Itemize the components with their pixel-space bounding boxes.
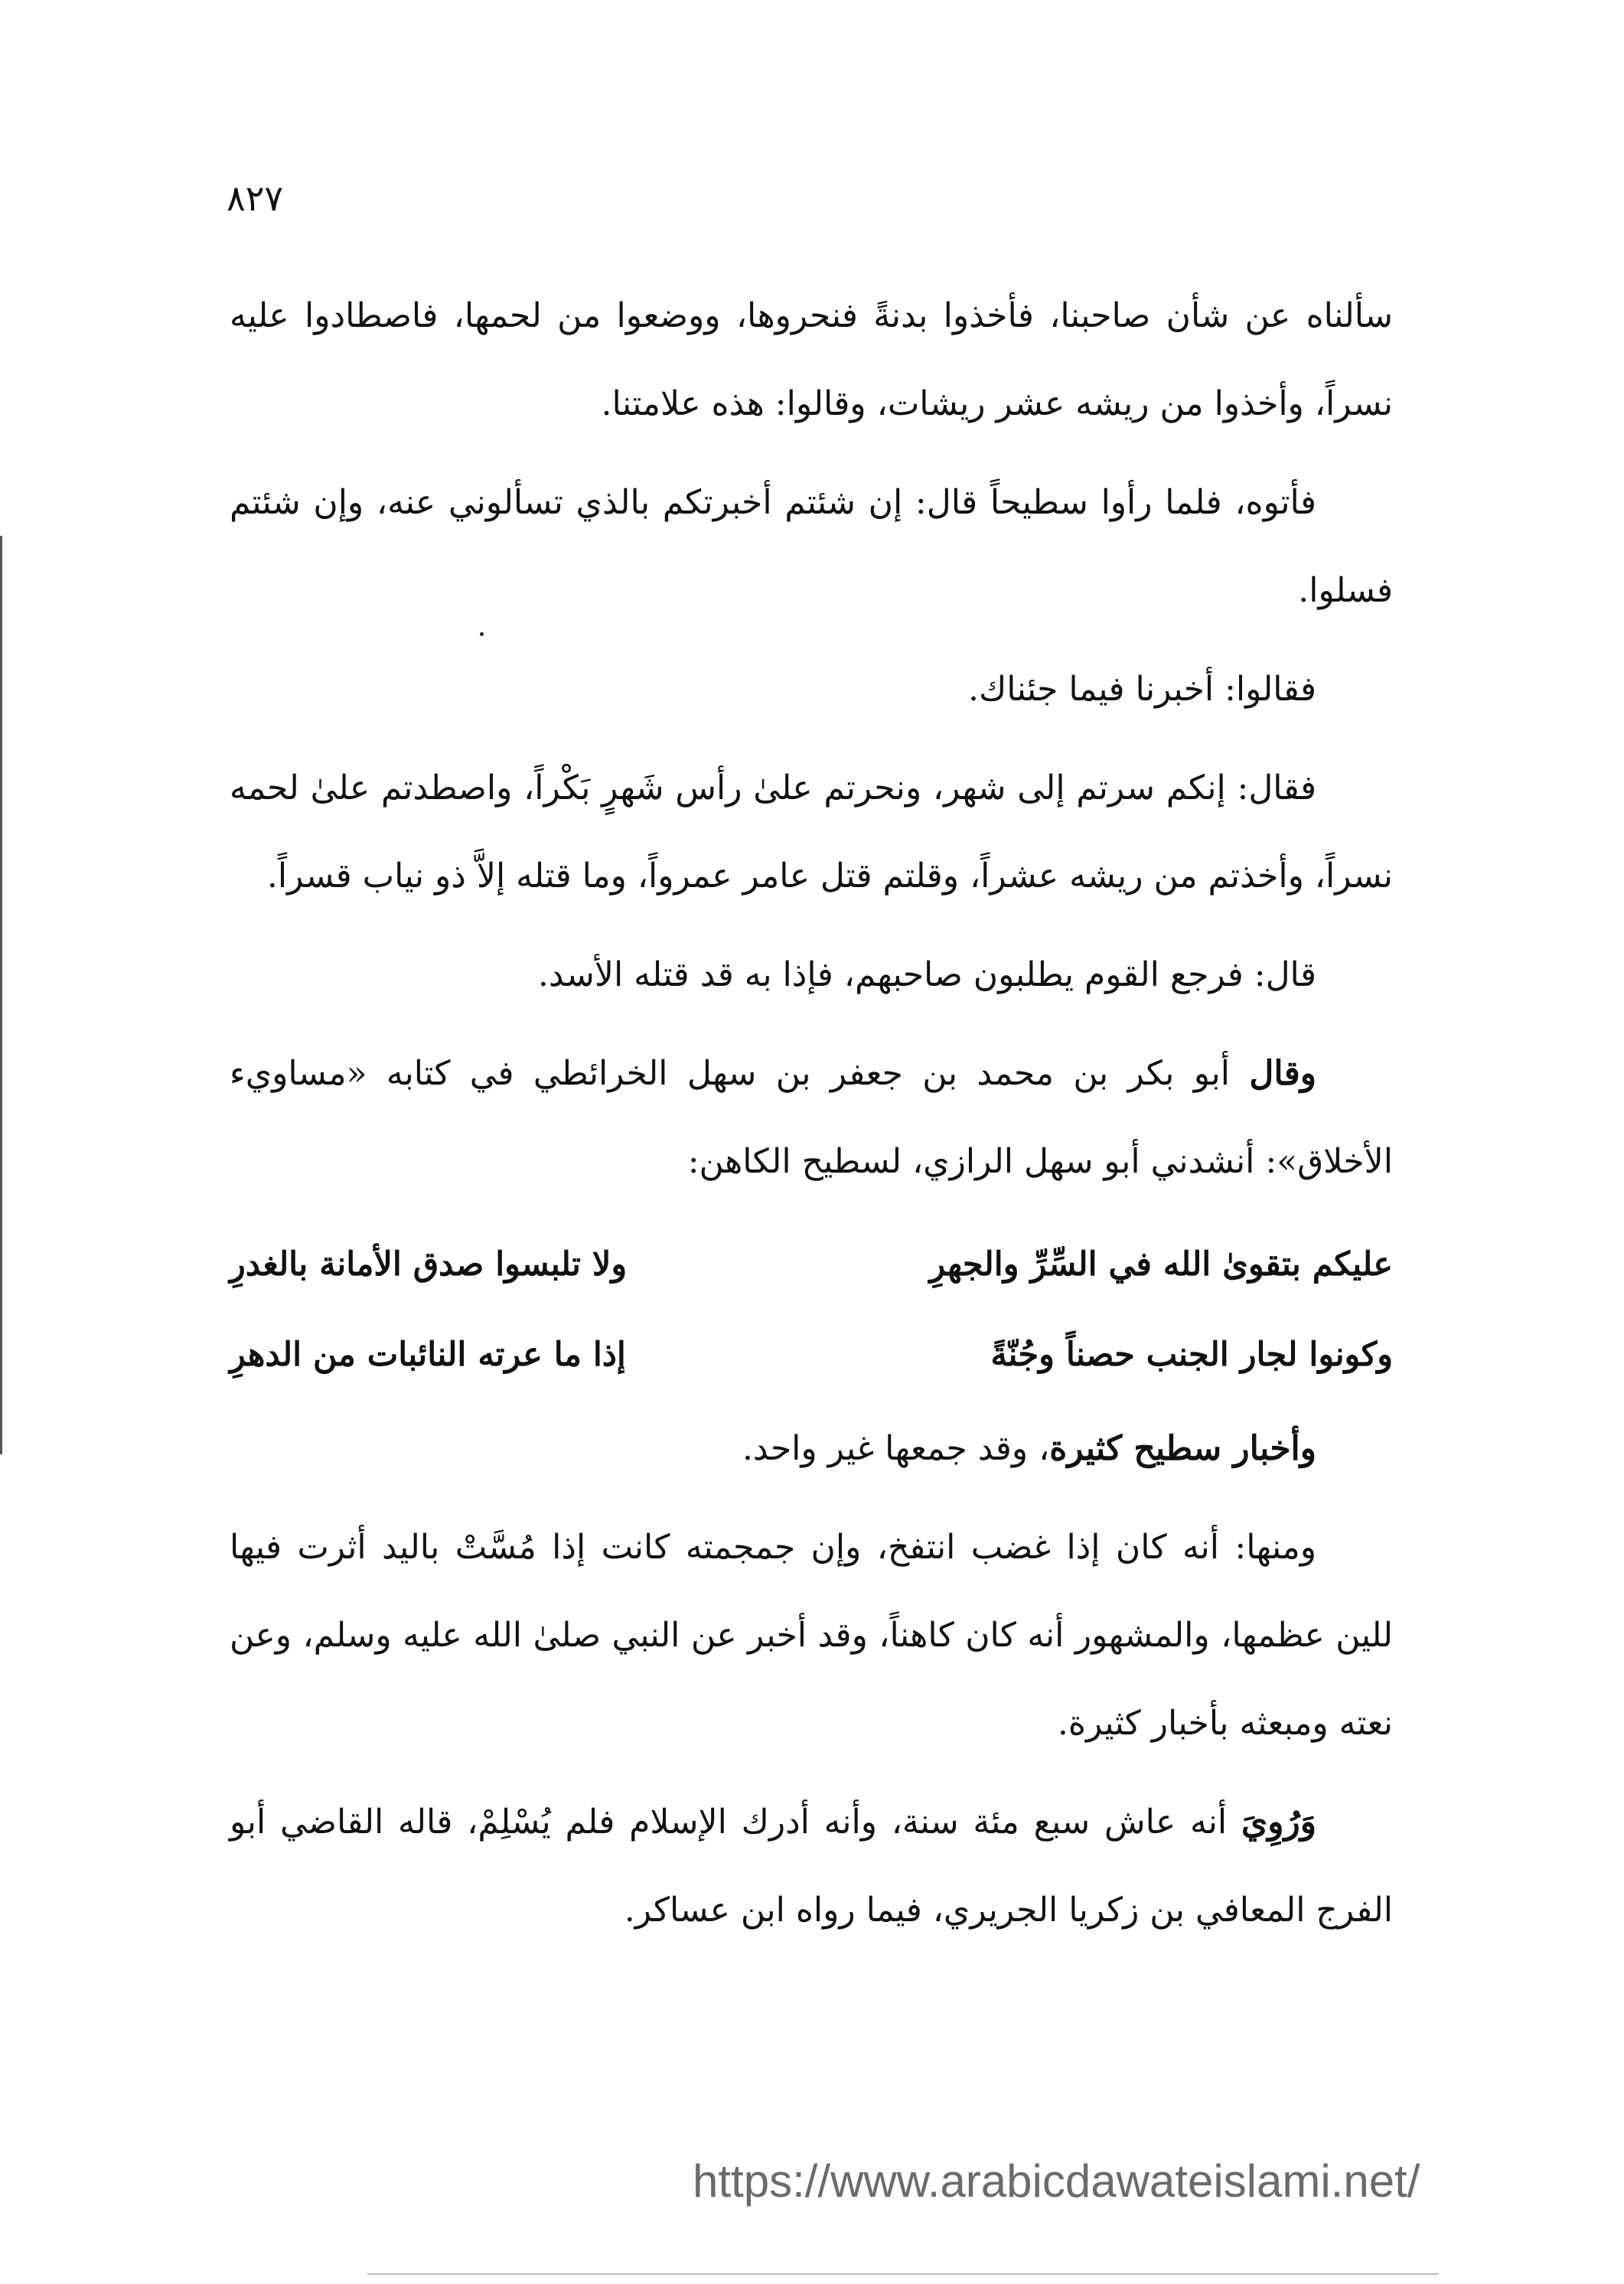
poem (230, 1219, 1393, 1400)
verse-second-hemistich: ولا تلبسوا صدق الأمانة بالغدرِ (230, 1245, 628, 1284)
attribution-lead: وقال (1249, 1054, 1316, 1093)
scan-edge-rule (0, 536, 2, 1454)
paragraph-1: سألناه عن شأن صاحبنا، فأخذوا بدنةً فنحروها، ووضعوا من لحمها، فاصطادوا عليه نسراً، وأخذوا من ريشه عشر ريشات، وقالوا: هذه علامتنا. (230, 296, 1393, 423)
attribution-paragraph (230, 1029, 1393, 1206)
final-paragraph (230, 1778, 1393, 1954)
after-verses-text: ، وقد جمعها غير واحد. (742, 1429, 1050, 1468)
attribution-text: أبو بكر بن محمد بن جعفر بن سهل الخرائطي في كتابه «مساويء الأخلاق»: أنشدني أبو سهل الرازي، لسطيح الكاهن: (230, 1054, 1393, 1181)
scan-bottom-rule (367, 2273, 1439, 2275)
page-number: ٨٢٧ (227, 178, 284, 219)
verse-second-hemistich: إذا ما عرته النائبات من الدهرِ (230, 1336, 626, 1374)
paragraph-2: فأتوه، فلما رأوا سطيحاً قال: إن شئتم أخبرتكم بالذي تسألوني عنه، وإن شئتم فسلوا. (230, 483, 1393, 610)
watermark-url: https://www.arabicdawateislami.net/ (693, 2155, 1420, 2207)
final-lead: وَرُوِيَ (1241, 1803, 1316, 1842)
verse-line (230, 1310, 1393, 1400)
after-verses-lead: وأخبار سطيح كثيرة (1049, 1429, 1316, 1468)
main-text (230, 272, 1393, 1954)
final-text: أنه عاش سبع مئة سنة، وأنه أدرك الإسلام فلم يُسْلِمْ، قاله القاضي أبو الفرج المعافي بن زكريا الجريري، فيما رواه ابن عساكر. (230, 1803, 1393, 1930)
paragraph-6: ومنها: أنه كان إذا غضب انتفخ، وإن جمجمته كانت إذا مُسَّتْ باليد أثرت فيها للين عظمها، والمشهور أنه كان كاهناً، وقد أخبر عن النبي صلىٰ الله عليه وسلم، وعن نعته ومبعثه بأخبار كثيرة. (230, 1528, 1393, 1743)
verse-line (230, 1219, 1393, 1310)
verse-first-hemistich: وكونوا لجار الجنب حصناً وجُنّةً (990, 1336, 1393, 1374)
scan-speck (480, 632, 484, 636)
after-verses-paragraph (230, 1405, 1393, 1493)
paragraph-3: فقالوا: أخبرنا فيما جئناك. (967, 670, 1316, 709)
verse-first-hemistich: عليكم بتقوىٰ الله في السِّرِّ والجهرِ (929, 1245, 1393, 1284)
paragraph-5: قال: فرجع القوم يطلبون صاحبهم، فإذا به قد قتله الأسد. (537, 955, 1316, 994)
paragraph-4: فقال: إنكم سرتم إلى شهر، ونحرتم علىٰ رأس شَهرٍ بَكْراً، واصطدتم علىٰ لحمه نسراً، وأخذتم من ريشه عشراً، وقلتم قتل عامر عمرواً، وما قتله إلاَّ ذو نياب قسراً. (230, 768, 1393, 896)
